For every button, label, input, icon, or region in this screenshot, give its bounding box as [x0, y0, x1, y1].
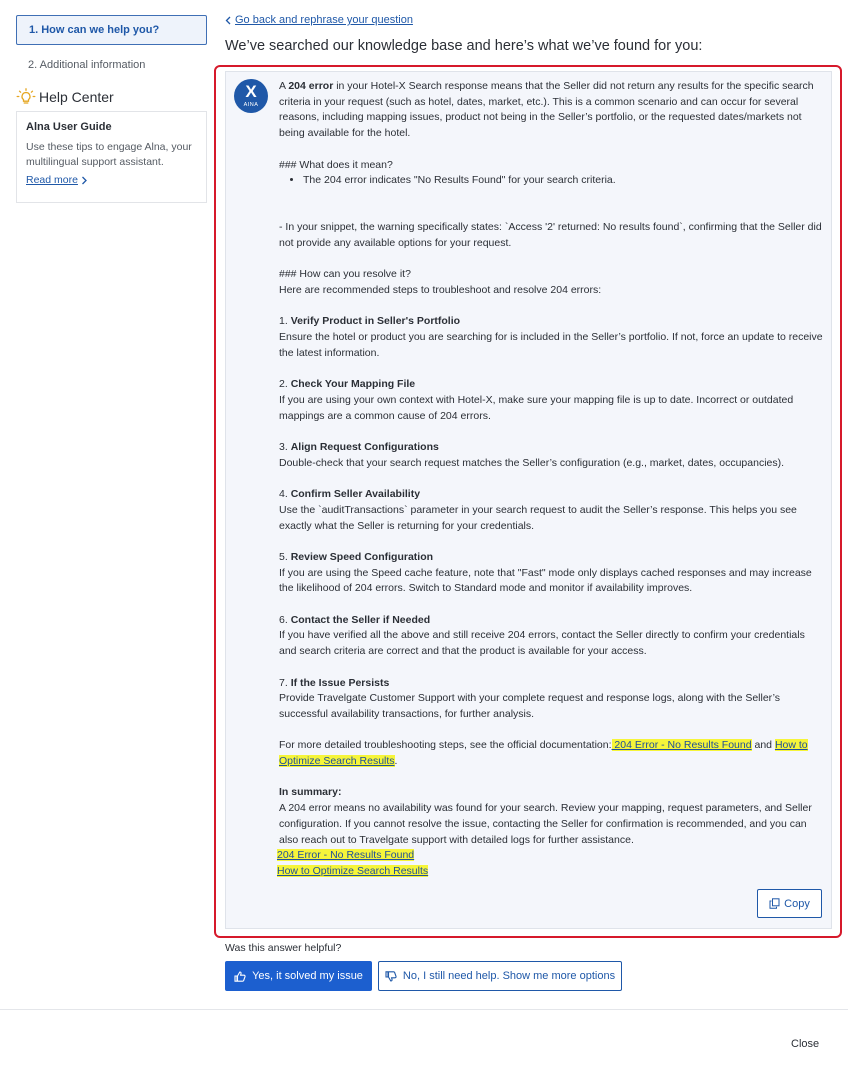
step-number: 2.: [279, 378, 291, 391]
avatar-name: AINA: [243, 102, 259, 108]
user-guide-card: [16, 111, 207, 203]
summary-title-text: In summary:: [279, 786, 342, 799]
copy-button[interactable]: [757, 889, 822, 918]
snippet-paragraph: - In your snippet, the warning specifically states: `Access '2' returned: No results found`, confirming that the Seller did not provide any available options for your request.: [279, 221, 822, 249]
step-heading: [279, 487, 825, 503]
answer-body: [279, 79, 825, 880]
avatar-letter: X: [245, 82, 257, 101]
read-more-label: Read more: [26, 174, 78, 186]
step-title: If the Issue Persists: [290, 676, 390, 689]
thumbs-down-icon: [385, 971, 397, 982]
step-heading: [279, 440, 825, 456]
step-title: Verify Product in Seller's Portfolio: [290, 315, 461, 328]
step-number: 5.: [279, 550, 291, 563]
step-number: 1.: [279, 315, 291, 328]
summary-text: A 204 error means no availability was found for your search. Review your mapping, request parameters, and Seller configuration. If you cannot resolve the issue, contacting the Seller for confirmation is recommended, and you can also reach out to Travelgate support with detailed logs for further assistance.: [279, 802, 812, 846]
need-more-help-button[interactable]: [378, 961, 622, 991]
thumbs-up-icon: [234, 971, 246, 982]
copy-icon: [769, 898, 780, 909]
docs-end: .: [394, 755, 398, 768]
step-text: If you have verified all the above and still receive 204 errors, contact the Seller directly to confirm your credentials and search criteria are correct and that the product is available for your access.: [279, 629, 805, 658]
go-back-link[interactable]: [225, 14, 413, 26]
intro-bold: 204 error: [288, 80, 334, 92]
heading-how-to-resolve: ### How can you resolve it?: [279, 268, 411, 281]
step-number: 3.: [279, 441, 291, 454]
go-back-label: Go back and rephrase your question: [235, 14, 413, 26]
chevron-left-icon: [225, 16, 231, 25]
step-title: Contact the Seller if Needed: [290, 613, 431, 626]
step-number: 6.: [279, 613, 291, 626]
step-text: Use the `auditTransactions` parameter in your search request to audit the Seller’s response. This helps you see exactly what the Seller is returning for your credentials.: [279, 503, 797, 532]
answer-intro: [279, 79, 825, 142]
docs-link-optimize-search[interactable]: How to Optimize Search Results: [279, 739, 808, 768]
steps-list: [279, 299, 825, 723]
summary-title: [279, 785, 825, 801]
yes-label: Yes, it solved my issue: [252, 970, 363, 982]
docs-link-204-error[interactable]: 204 Error - No Results Found: [611, 739, 752, 752]
intro-pre: A: [279, 80, 289, 92]
yes-solved-button[interactable]: [225, 961, 372, 991]
step-text: If you are using the Speed cache feature, note that "Fast" mode only displays cached responses and may increase the likelihood of 204 errors. Switch to Standard mode and monitor if availability improves.: [279, 566, 812, 595]
step-text: Ensure the hotel or product you are searching for is included in the Seller’s portfolio. If not, force an update to receive the latest information.: [279, 331, 823, 359]
helpful-question: Was this answer helpful?: [225, 942, 342, 954]
assistant-avatar: [234, 79, 268, 113]
step-text: Provide Travelgate Customer Support with your complete request and response logs, along with the Seller’s successful availability transactions, for further analysis.: [279, 692, 780, 720]
docs-pre: For more detailed troubleshooting steps, see the official documentation:: [279, 739, 612, 752]
step-heading: [279, 676, 825, 692]
help-center-title: Help Center: [39, 89, 114, 105]
help-center-header: [16, 87, 207, 107]
guide-description: Use these tips to engage Alna, your multilingual support assistant.: [26, 141, 192, 168]
step-heading: [279, 550, 825, 566]
step-heading: [279, 377, 825, 393]
step-heading: [279, 314, 825, 330]
step-number: 4.: [279, 488, 291, 501]
lightbulb-icon: [16, 88, 36, 106]
docs-paragraph: [279, 738, 825, 769]
step-how-can-we-help[interactable]: 1. How can we help you?: [16, 15, 207, 45]
meaning-bullet: • The 204 error indicates "No Results Found" for your search criteria.: [303, 173, 825, 189]
resolve-intro: Here are recommended steps to troubleshoot and resolve 204 errors:: [279, 284, 602, 297]
copy-label: Copy: [784, 897, 810, 910]
step-number: 7.: [279, 676, 291, 689]
no-label: No, I still need help. Show me more options: [402, 970, 616, 982]
step-heading: [279, 613, 825, 629]
docs-and: and: [751, 739, 775, 752]
guide-title: Alna User Guide: [26, 121, 112, 133]
meaning-list: [303, 173, 825, 189]
step-title: Confirm Seller Availability: [290, 488, 421, 501]
sidebar: [16, 15, 207, 203]
chevron-right-icon: [81, 176, 88, 185]
footer-divider: [0, 1009, 848, 1010]
link-optimize-search[interactable]: How to Optimize Search Results: [277, 864, 429, 877]
link-204-error[interactable]: 204 Error - No Results Found: [277, 849, 415, 862]
step-title: Align Request Configurations: [290, 441, 439, 454]
read-more-link[interactable]: [26, 174, 88, 186]
step-additional-information[interactable]: 2. Additional information: [28, 59, 146, 71]
heading-what-does-it-mean: ### What does it mean?: [279, 158, 393, 171]
intro-post: in your Hotel-X Search response means that the Seller did not return any results for the specific search criteria in your request (such as hotel, dates, market, etc.). This is a common scenario and can occur for several reasons, including mapping issues, product not being in the Seller’s portfolio, or the requested dates/markets not being available for the hotel.: [279, 80, 814, 140]
results-headline: We’ve searched our knowledge base and here’s what we’ve found for you:: [225, 38, 703, 54]
step-text: If you are using your own context with Hotel-X, make sure your mapping file is up to date. Incorrect or outdated mappings are a common cause of 204 errors.: [279, 393, 794, 422]
step-title: Review Speed Configuration: [290, 550, 434, 563]
step-text: Double-check that your search request matches the Seller’s configuration (e.g., market, dates, occupancies).: [279, 456, 785, 469]
step-title: Check Your Mapping File: [290, 378, 416, 391]
answer-card: [225, 71, 832, 929]
close-button[interactable]: Close: [791, 1038, 820, 1050]
